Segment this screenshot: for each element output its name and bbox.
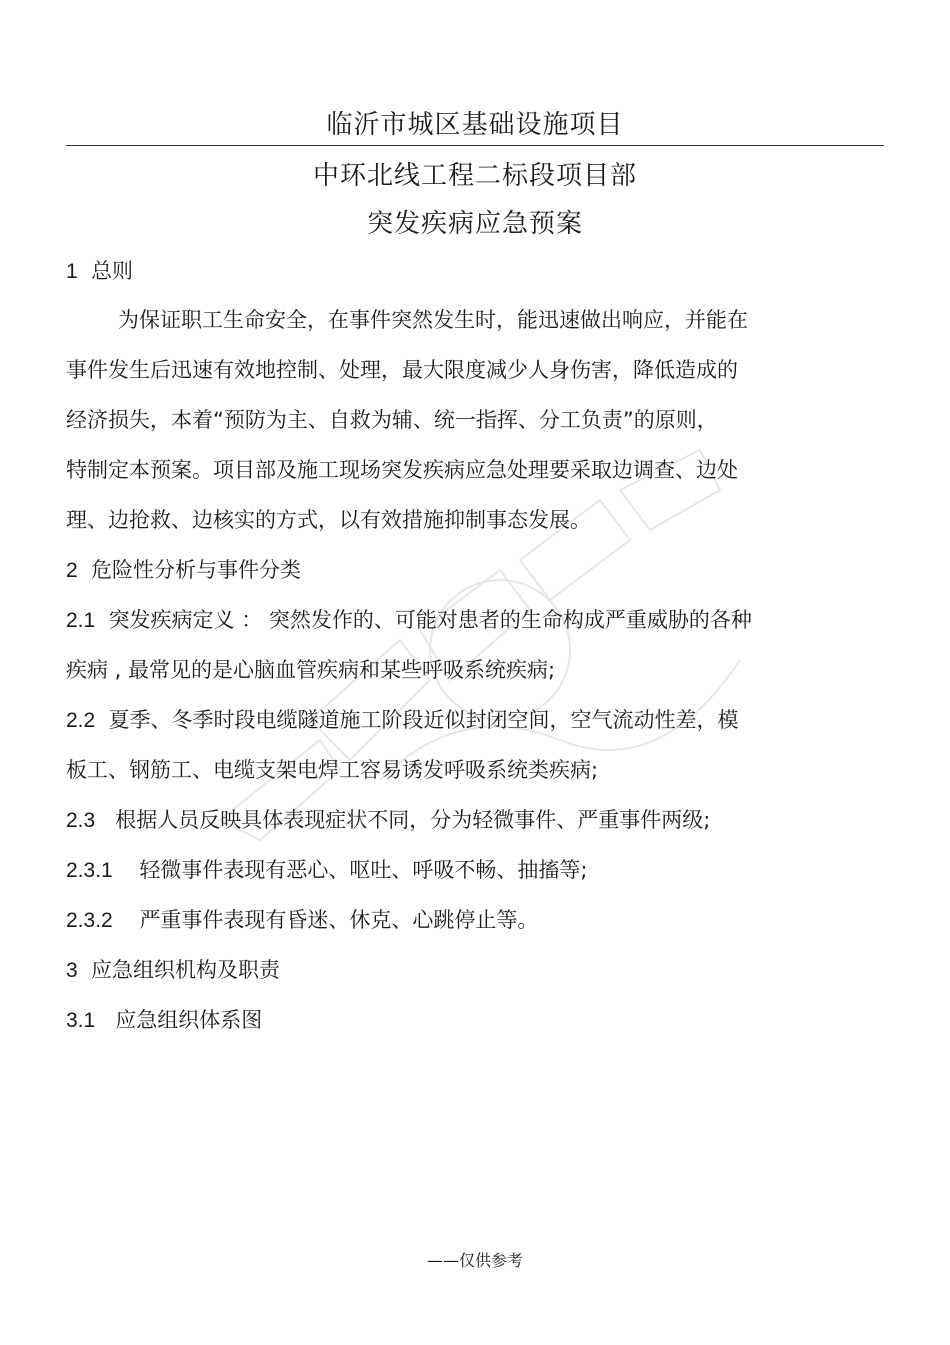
document-title-line1: 临沂市城区基础设施项目 (326, 110, 624, 140)
subsection-number: 2.3 (66, 809, 96, 832)
section-title: 应急组织机构及职责 (91, 958, 281, 982)
paragraph-line: 经济损失，本着“预防为主、自救为辅、统一指挥、分工负责”的原则， (66, 408, 718, 432)
paragraph-line: 事件发生后迅速有效地控制、处理，最大限度减少人身伤害，降低造成的 (66, 358, 738, 382)
paragraph-line: 理、边抢救、边核实的方式，以有效措施抑制事态发展。 (66, 508, 591, 532)
document-title-line3: 突发疾病应急预案 (366, 209, 583, 239)
watermark-outline (200, 440, 800, 860)
paragraph-line: 疾病 , 最常见的是心脑血管疾病和某些呼吸系统疾病; (66, 658, 556, 682)
subsection-number: 2.2 (66, 709, 96, 732)
subsection-text: 应急组织体系图 (115, 1008, 263, 1032)
section-number: 2 (66, 559, 78, 582)
subsection-text: 根据人员反映具体表现症状不同，分为轻微事件、严重事件两级; (115, 808, 711, 832)
subsection-text: 夏季、冬季时段电缆隧道施工阶段近似封闭空间，空气流动性差，模 (108, 708, 739, 732)
subsection-number: 2.3.1 (66, 859, 113, 882)
section-heading-1 (66, 257, 133, 286)
paragraph-line: 特制定本预案。项目部及施工现场突发疾病应急处理要采取边调查、边处 (66, 458, 738, 482)
section-heading-2 (66, 556, 301, 585)
subsection-number: 3.1 (66, 1009, 96, 1032)
subsection-2-3-1 (66, 856, 588, 885)
page-footer: ——仅供参考 (426, 1251, 523, 1270)
section-heading-3 (66, 956, 280, 985)
header-divider (66, 145, 884, 146)
subsection-text: 突发疾病定义 ： 突然发作的、可能对患者的生命构成严重威胁的各种 (108, 608, 752, 632)
subsection-2-3-2 (66, 906, 538, 935)
section-number: 3 (66, 959, 78, 982)
subsection-number: 2.3.2 (66, 909, 113, 932)
section-title: 总则 (91, 259, 134, 283)
subsection-3-1 (66, 1006, 262, 1035)
paragraph-line: 板工、钢筋工、电缆支架电焊工容易诱发呼吸系统类疾病; (66, 758, 599, 782)
subsection-text: 严重事件表现有昏迷、休克、心跳停止等。 (139, 908, 539, 932)
subsection-2-1 (66, 606, 752, 635)
subsection-text: 轻微事件表现有恶心、呕吐、呼吸不畅、抽搐等; (139, 858, 588, 882)
paragraph-line: 为保证职工生命安全，在事件突然发生时，能迅速做出响应，并能在 (118, 308, 748, 332)
section-title: 危险性分析与事件分类 (91, 558, 302, 582)
subsection-number: 2.1 (66, 609, 96, 632)
subsection-2-2 (66, 706, 739, 735)
document-title-line2: 中环北线工程二标段项目部 (312, 161, 637, 191)
subsection-2-3 (66, 806, 710, 835)
section-number: 1 (66, 260, 78, 283)
